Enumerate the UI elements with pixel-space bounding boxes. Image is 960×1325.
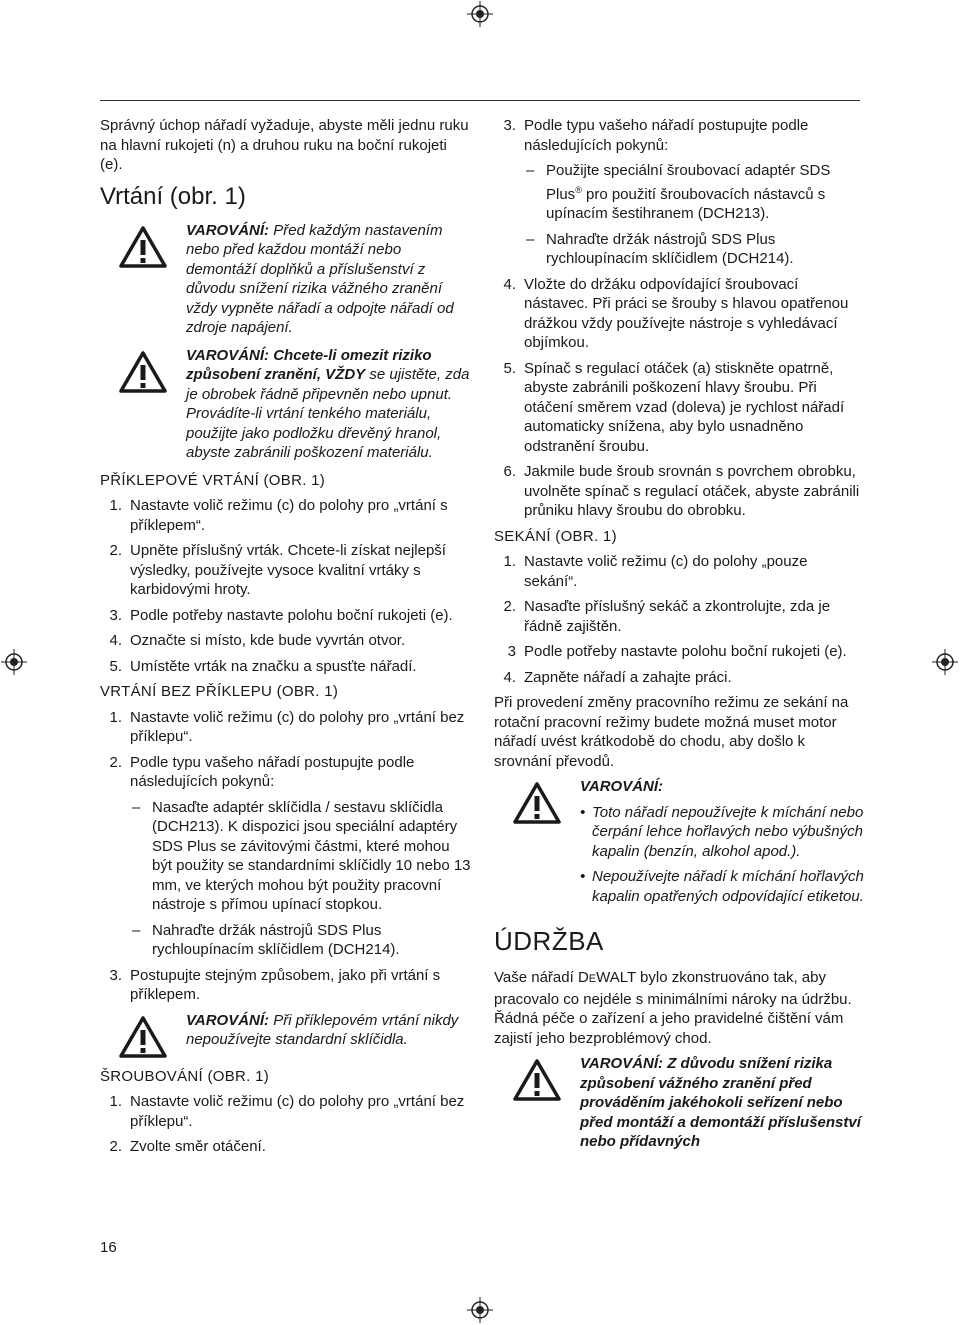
warning-box (494, 1054, 864, 1152)
list-item: 6. Jakmile bude šroub srovnán s povrchem obrobku, uvolněte spínač s regulací otáček, abyste zabránili průniku hlavy šroubu do obrobku. (503, 463, 860, 519)
list-item: – Nahraďte držák nástrojů SDS Plus rychloupínacím sklíčidlem (DCH214). (132, 921, 400, 958)
list-item: – Nasaďte adaptér sklíčidla / sestavu sklíčidla (DCH213). K dispozici jsou speciální adaptéry SDS Plus se závitovými částmi, které mohou být použity se standardními sklíčidly 10 nebo 13 mm, ve kterých mohou být použity pracovní nástroje s přímou upínací stopkou. (132, 798, 471, 913)
list-item: 2. Upněte příslušný vrták. Chcete-li získat nejlepší výsledky, používejte vysoce kvalitní vrtáky s karbidovými hroty. (109, 542, 446, 598)
warning-triangle-icon (118, 350, 168, 394)
warning-triangle-icon (118, 225, 168, 269)
hammer-drilling-heading: PŘÍKLEPOVÉ VRTÁNÍ (OBR. 1) (100, 471, 326, 489)
list-item: 1. Nastavte volič režimu (c) do polohy pro „vrtání bez příklepu“. (109, 1093, 465, 1130)
page-number: 16 (100, 1239, 117, 1256)
screwing-heading: ŠROUBOVÁNÍ (OBR. 1) (100, 1067, 270, 1085)
chiseling-steps (494, 552, 864, 687)
warning-box (100, 1011, 472, 1059)
registered-mark: ® (575, 184, 582, 195)
chiseling-heading: SEKÁNÍ (OBR. 1) (494, 527, 617, 545)
warning-text: se ujistěte, zda je obrobek řádně připevněn nebo upnut. Provádíte-li vrtání tenkého materiálu, použijte jako podložku dřevěný hranol, abyste zabránili poškození materiálu. (186, 366, 470, 461)
list-item: 3. Podle typu vašeho nářadí postupujte podle následujících pokynů: (503, 117, 809, 154)
list-item: 4. Zapněte nářadí a zahajte práci. (503, 668, 732, 686)
list-item: 1. Nastavte volič režimu (c) do polohy „pouze sekání“. (503, 553, 808, 590)
registration-mark-icon (1, 649, 27, 675)
warning-triangle-icon (512, 1058, 562, 1102)
list-item: 3. Podle potřeby nastavte polohu boční rukojeti (e). (109, 606, 453, 624)
list-item: 4. Vložte do držáku odpovídající šroubovací nástavec. Při práci se šrouby s hlavou opatřenou drážkou vždy používejte nástroje s vyhledávací objímkou. (503, 275, 849, 351)
warning-box (494, 777, 864, 912)
screwing-dashes (494, 161, 864, 269)
list-item: • Toto nářadí nepoužívejte k míchání nebo čerpání lehce hořlavých nebo výbušných kapalin (benzín, alkohol apod.). (580, 803, 864, 860)
hammer-steps (100, 496, 472, 676)
warning-text: Při příklepovém vrtání nikdy nepoužívejte standardní sklíčidla. (186, 1011, 459, 1048)
warning-label: VAROVÁNÍ: (186, 1011, 270, 1029)
warning-triangle-icon (512, 781, 562, 825)
warning-triangle-icon (118, 1015, 168, 1059)
warning-label: VAROVÁNÍ: Chcete-li omezit riziko způsobení zranění, VŽDY (186, 346, 432, 383)
registration-mark-icon (932, 649, 958, 675)
registration-mark-icon (467, 1, 493, 27)
screwing-steps-cont (494, 116, 864, 155)
maintenance-text: Vaše nářadí DEWALT bylo zkonstruováno tak, aby pracovalo co nejdéle s minimálními nároky na údržbu. Řádná péče o zařízení a jeho pravidelné čištění vám zajistí jeho bezproblémový chod. (494, 969, 852, 1047)
list-item: 4. Označte si místo, kde bude vyvrtán otvor. (109, 632, 406, 649)
list-item: 1. Nastavte volič režimu (c) do polohy pro „vrtání bez příklepu“. (109, 708, 465, 745)
no-hammer-steps-cont (100, 966, 472, 1005)
list-item: 5. Spínač s regulací otáček (a) stiskněte opatrně, abyste zabránili poškození hlavy šroubu. Při otáčení směrem vzad (doleva) je rychlost nářadí automaticky snížena, aby bylo usnadněno odstranění šroubu. (503, 359, 845, 455)
warning-label: VAROVÁNÍ: (580, 778, 664, 795)
intro-text: Správný úchop nářadí vyžaduje, abyste měli jednu ruku na hlavní rukojeti (n) a druhou ruku na boční rukojeti (e). (100, 117, 469, 173)
list-item: 3. Postupujte stejným způsobem, jako při vrtání s příklepem. (109, 966, 441, 1003)
warning-label: VAROVÁNÍ: (186, 221, 270, 239)
left-column (100, 116, 472, 1163)
warning-box (100, 221, 472, 338)
drilling-heading: Vrtání (obr. 1) (100, 182, 246, 210)
list-item: 2. Nasaďte příslušný sekáč a zkontrolujte, zda je řádně zajištěn. (503, 598, 831, 635)
screwing-steps (100, 1092, 472, 1157)
list-item: 1. Nastavte volič režimu (c) do polohy pro „vrtání s příklepem“. (109, 497, 448, 534)
warning-box (100, 346, 472, 463)
list-item: 2. Zvolte směr otáčení. (109, 1138, 266, 1155)
no-hammer-steps (100, 708, 472, 792)
warning-text: Před každým nastavením nebo před každou montáží nebo demontáží doplňků a příslušenství z důvodu snížení rizika vážného zranění vždy vypněte nářadí a odpojte nářadí od zdroje napájení. (186, 221, 454, 336)
list-item: 2. Podle typu vašeho nářadí postupujte podle následujících pokynů: (109, 753, 415, 790)
screwing-steps-more (494, 275, 864, 521)
registration-mark-icon (467, 1297, 493, 1323)
warning-bullets (580, 803, 864, 907)
list-item: 5. Umístěte vrták na značku a spusťte nářadí. (109, 657, 417, 675)
maintenance-heading: ÚDRŽBA (494, 926, 604, 956)
list-item: 3 Podle potřeby nastavte polohu boční rukojeti (e). (507, 643, 847, 660)
mode-change-text: Při provedení změny pracovního režimu ze sekání na rotační pracovní režimy budete možná muset motor nářadí uvést krátkodobě do chodu, aby došlo k srovnání převodů. (494, 694, 849, 770)
list-item: • Nepoužívejte nářadí k míchání hořlavých kapalin opatřených odpovídající etiketou. (580, 868, 864, 905)
header-rule (100, 100, 860, 101)
warning-text: VAROVÁNÍ: Z důvodu snížení rizika způsobení vážného zranění před prováděním jakéhokoli seřízení nebo před montáží a demontáží příslušenství nebo přídavných (580, 1055, 861, 1150)
right-column (494, 116, 864, 1160)
no-hammer-dashes (100, 798, 472, 960)
list-item: – Nahraďte držák nástrojů SDS Plus rychloupínacím sklíčidlem (DCH214). (526, 230, 794, 267)
no-hammer-heading: VRTÁNÍ BEZ PŘÍKLEPU (OBR. 1) (100, 683, 339, 700)
list-item: – Použijte speciální šroubovací adaptér SDS Plus® pro použití šroubovacích nástavců s upínacím šestihranem (DCH213). (526, 162, 831, 222)
